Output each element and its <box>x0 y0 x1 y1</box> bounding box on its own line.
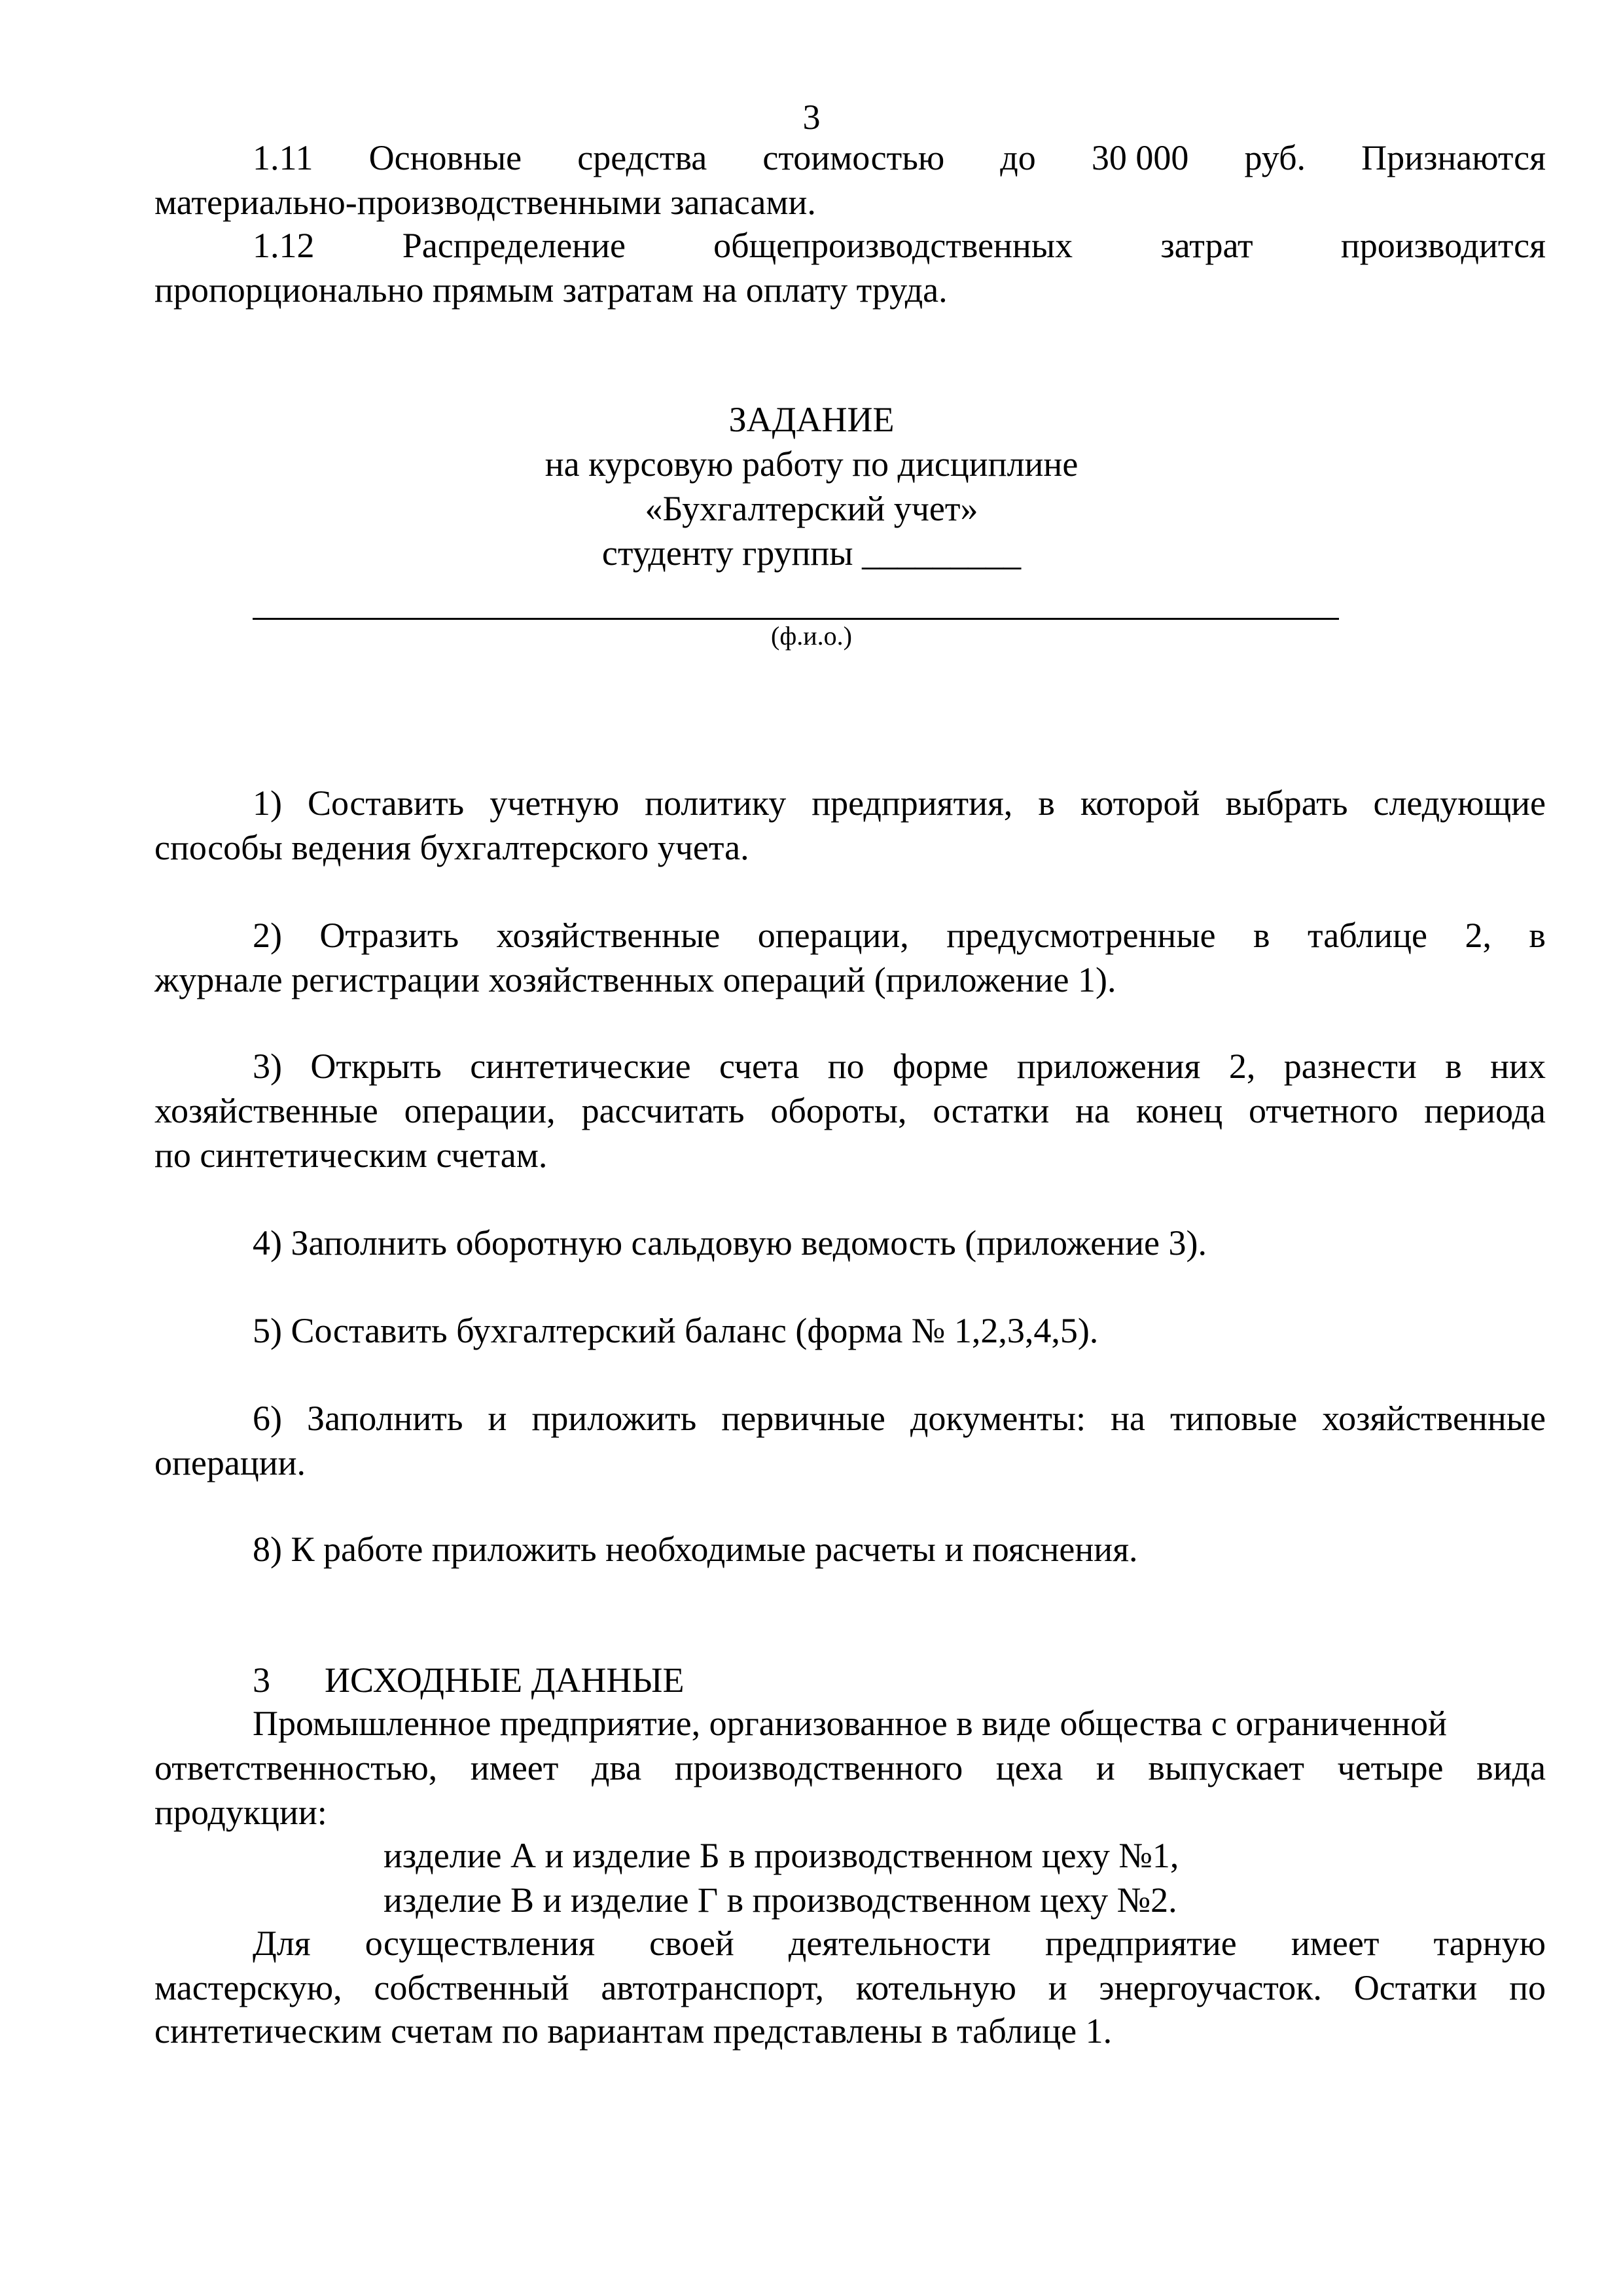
section-number: 3 <box>253 1660 270 1700</box>
word: хозяйственные <box>154 1091 378 1130</box>
word: документы: <box>910 1399 1086 1438</box>
word: первичные <box>721 1399 885 1438</box>
word: энергоучасток. <box>1099 1968 1322 2007</box>
word: 1) <box>253 783 282 823</box>
assignment-title: ЗАДАНИЕ <box>728 400 895 439</box>
word: и <box>488 1399 507 1438</box>
word: 2, <box>1228 1047 1256 1086</box>
word: собственный <box>374 1968 569 2007</box>
task-5: 5) Составить бухгалтерский баланс (форма № 1,2,3,4,5). <box>253 1311 1099 1350</box>
assignment-line-3: студенту группы _________ <box>601 533 1022 573</box>
word: Распределение <box>402 226 626 265</box>
task-8: 8) К работе приложить необходимые расчеты и пояснения. <box>253 1530 1138 1569</box>
word: синтетические <box>470 1047 691 1086</box>
word: них <box>1490 1047 1546 1086</box>
word: 30 000 <box>1091 138 1189 177</box>
fio-underline <box>253 618 1339 620</box>
word: 3) <box>253 1047 282 1086</box>
word: форме <box>893 1047 989 1086</box>
word: до <box>1000 138 1036 177</box>
word: мастерскую, <box>154 1968 342 2007</box>
section-3-p2-line-1 <box>253 1926 1546 1969</box>
page-number: 3 <box>802 98 821 137</box>
word: в <box>1038 783 1055 823</box>
word: и <box>1096 1748 1115 1787</box>
word: производственного <box>674 1748 963 1787</box>
word: деятельности <box>788 1924 991 1963</box>
word: предприятие <box>1045 1924 1237 1963</box>
word: два <box>591 1748 642 1787</box>
word: Для <box>253 1924 311 1963</box>
word: производится <box>1340 226 1546 265</box>
section-3-p1-line-3: продукции: <box>154 1793 327 1832</box>
section-3-heading <box>253 1662 1546 1706</box>
word: операции, <box>757 916 909 955</box>
word: Заполнить <box>307 1399 463 1438</box>
word: обороты, <box>770 1091 907 1130</box>
word: 2, <box>1465 916 1491 955</box>
task-2-line-1 <box>253 918 1546 961</box>
word: выпускает <box>1148 1748 1304 1787</box>
word: Основные <box>368 138 522 177</box>
clause-1-12-line-1 <box>253 228 1546 271</box>
word: Открыть <box>310 1047 442 1086</box>
product-line-2: изделие В и изделие Г в производственном цеху №2. <box>383 1880 1177 1920</box>
word: 6) <box>253 1399 282 1438</box>
word: тарную <box>1433 1924 1546 1963</box>
word: хозяйственные <box>1322 1399 1546 1438</box>
word: которой <box>1080 783 1200 823</box>
word: в <box>1529 916 1546 955</box>
word: на <box>1075 1091 1111 1130</box>
word: имеет <box>1291 1924 1380 1963</box>
clause-number: 1.11 <box>253 138 313 177</box>
word: следующие <box>1373 783 1546 823</box>
section-3-p1-line-1: Промышленное предприятие, организованное в виде общества с ограниченной <box>253 1704 1447 1743</box>
word: Признаются <box>1361 138 1546 177</box>
word: автотранспорт, <box>601 1968 824 2007</box>
word: типовые <box>1170 1399 1298 1438</box>
task-1-line-1 <box>253 785 1546 829</box>
fio-caption: (ф.и.о.) <box>771 621 852 651</box>
word: отчетного <box>1249 1091 1399 1130</box>
word: вида <box>1476 1748 1546 1787</box>
word: затрат <box>1160 226 1253 265</box>
word: осуществления <box>365 1924 596 1963</box>
word: в <box>1253 916 1270 955</box>
word: стоимостью <box>762 138 945 177</box>
word: хозяйственные <box>496 916 721 955</box>
word: операции, <box>404 1091 556 1130</box>
word: четыре <box>1337 1748 1444 1787</box>
section-3-p2-line-3: синтетическим счетам по вариантам представлены в таблице 1. <box>154 2011 1113 2051</box>
word: таблице <box>1307 916 1428 955</box>
word: Остатки <box>1353 1968 1478 2007</box>
word: цеха <box>995 1748 1063 1787</box>
word: средства <box>577 138 707 177</box>
word: приложения <box>1016 1047 1201 1086</box>
word: имеет <box>470 1748 559 1787</box>
clause-1-12-line-2: пропорционально прямым затратам на оплату труда. <box>154 270 948 310</box>
word: по <box>827 1047 865 1086</box>
task-2-line-2: журнале регистрации хозяйственных операций (приложение 1). <box>154 960 1116 999</box>
word: руб. <box>1244 138 1306 177</box>
word: периода <box>1424 1091 1546 1130</box>
assignment-line-2: «Бухгалтерский учет» <box>645 489 978 528</box>
word: предусмотренные <box>946 916 1216 955</box>
word: в <box>1445 1047 1462 1086</box>
word: по <box>1509 1968 1546 2007</box>
word: конец <box>1135 1091 1223 1130</box>
clause-number: 1.12 <box>253 226 315 265</box>
word: котельную <box>855 1968 1016 2007</box>
word: на <box>1111 1399 1145 1438</box>
task-6-line-2: операции. <box>154 1443 306 1482</box>
product-line-1: изделие А и изделие Б в производственном цеху №1, <box>383 1836 1179 1875</box>
task-3-line-1 <box>253 1049 1546 1092</box>
word: счета <box>719 1047 800 1086</box>
word: рассчитать <box>581 1091 745 1130</box>
word: 2) <box>253 916 282 955</box>
word: учетную <box>490 783 620 823</box>
task-6-line-1 <box>253 1401 1546 1444</box>
word: ответственностью, <box>154 1748 438 1787</box>
section-3-p2-line-2 <box>154 1970 1546 2013</box>
word: выбрать <box>1225 783 1348 823</box>
assignment-line-1: на курсовую работу по дисциплине <box>544 444 1079 484</box>
clause-1-11-line-2: материально-производственными запасами. <box>154 183 816 222</box>
word: остатки <box>933 1091 1050 1130</box>
task-3-line-3: по синтетическим счетам. <box>154 1136 548 1175</box>
task-1-line-2: способы ведения бухгалтерского учета. <box>154 828 749 867</box>
task-3-line-2 <box>154 1093 1546 1136</box>
word: Отразить <box>319 916 459 955</box>
word: разнести <box>1283 1047 1417 1086</box>
section-title: ИСХОДНЫЕ ДАННЫЕ <box>325 1660 685 1700</box>
word: и <box>1048 1968 1067 2007</box>
word: предприятия, <box>812 783 1013 823</box>
word: общепроизводственных <box>713 226 1073 265</box>
clause-1-11-line-1 <box>253 140 1546 183</box>
word: политику <box>645 783 787 823</box>
word: Составить <box>308 783 465 823</box>
section-3-p1-line-2 <box>154 1750 1546 1793</box>
task-4: 4) Заполнить оборотную сальдовую ведомость (приложение 3). <box>253 1223 1207 1263</box>
word: своей <box>649 1924 734 1963</box>
word: приложить <box>531 1399 697 1438</box>
